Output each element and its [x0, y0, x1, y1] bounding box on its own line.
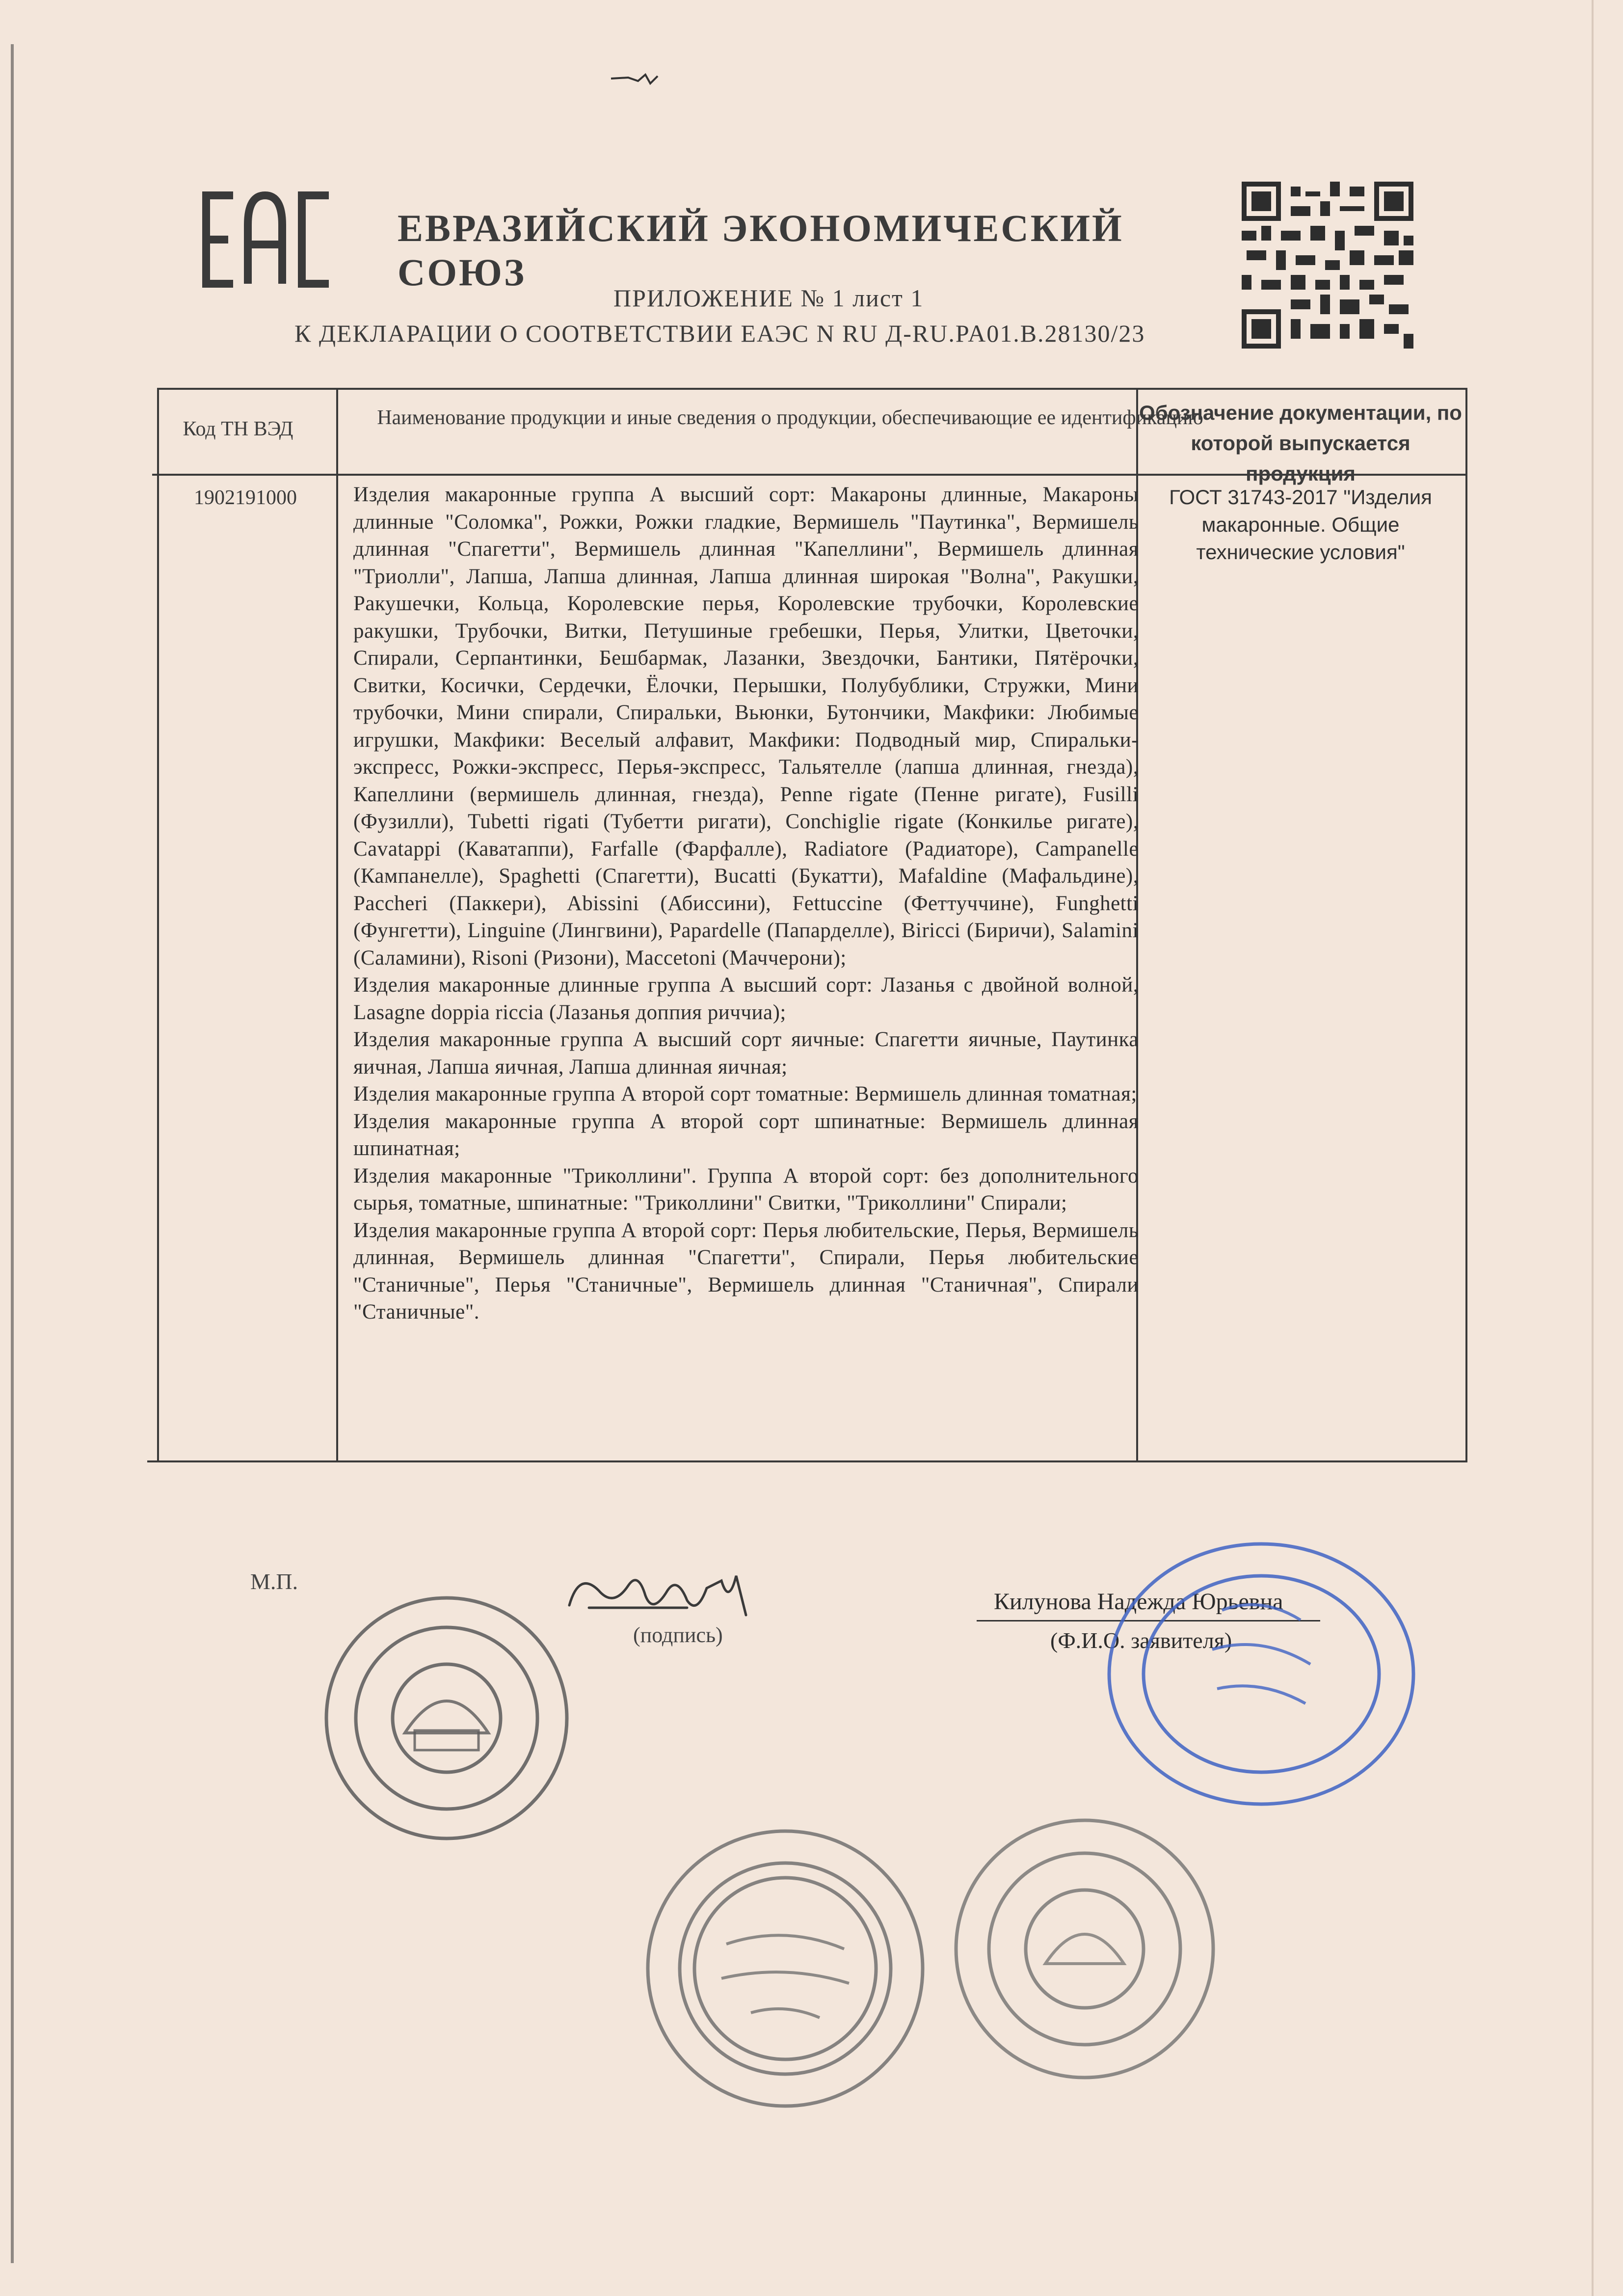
- union-title: ЕВРАЗИЙСКИЙ ЭКОНОМИЧЕСКИЙ СОЮЗ: [398, 207, 1124, 294]
- page-edge-mark: [11, 44, 19, 2263]
- table-border-right: [1465, 388, 1467, 1462]
- scribble-mark: [609, 69, 663, 88]
- description-paragraph: Изделия макаронные группа А второй сорт томатные: Вермишель длинная томатная;: [353, 1082, 1137, 1106]
- header-document: Обозначение документации, по которой выпускается продукция: [1139, 401, 1462, 485]
- ip-stamp-gray: [638, 1821, 932, 2116]
- description-paragraph: Изделия макаронные группа А второй сорт: Перья любительские, Перья, Вермишель длинная, Вермишель длинная "Спагетти", Спирали, Перья любительские "Станичные", Перья "Станичные", Вермишель длинная "Станичная", Спирали "Станичные".: [353, 1218, 1139, 1324]
- table-border-left: [157, 388, 159, 1462]
- header-name: Наименование продукции и иные сведения о продукции, обеспечивающие ее идентификацию: [377, 406, 1203, 429]
- makfa-stamp-top: [319, 1591, 574, 1846]
- description-paragraph: Изделия макаронные группа А высший сорт: Макароны длинные, Макароны длинные "Соломка", Рожки, Рожки гладкие, Вермишель "Паутинка", Вермишель длинная "Спагетти", Вермишель длинная "Капеллини", Вермишель длинная "Триолли", Лапша, Лапша длинная, Лапша длинная широкая "Волна", Ракушки, Ракушечки, Кольца, Королевские перья, Королевские трубочки, Королевские ракушки, Трубочки, Витки, Петушиные гребешки, Перья, Улитки, Цветочки, Спирали, Серпантинки, Бешбармак, Лазанки, Звездочки, Бантики, Пятёрочки, Свитки, Косички, Сердечки, Ёлочки, Перышки, Полубублики, Стружки, Мини трубочки, Мини спирали, Спиральки, Вьюнки, Бутончики, Макфики: Любимые игрушки, Макфики: Веселый алфавит, Макфики: Подводный мир, Спиральки-экспресс, Рожки-экспресс, Перья-экспресс, Тальятелле (лапша длинная, гнезда), Капеллини (вермишель длинная, гнезда), Penne rigate (Пенне ригате), Fusilli (Фузилли), Tubetti rigati (Тубетти ригати), Conchiglie rigate (Конкилье ригате), Cavatappi (Каватаппи), Farfalle (Фарфалле), Radiatore (Радиаторе), Campanelle (Кампанелле), Spaghetti (Спагетти), Bucatti (Букатти), Mafaldine (Мафальдине), Paccheri (Паккери), Abissini (Абиссини), Fettuccine (Феттуччине), Funghetti (Фунгетти), Linguine (Лингвини), Papardelle (Папарделле), Biricci (Биричи), Salamini (Саламини), Risoni (Ризони), Maccetoni (Маччерони);: [353, 483, 1139, 970]
- declaration-table: [147, 388, 1467, 1463]
- eac-logo: [196, 190, 339, 289]
- table-border-bottom: [147, 1460, 1467, 1462]
- header-code: Код ТН ВЭД: [183, 418, 293, 440]
- signer-caption: (Ф.И.О. заявителя): [1050, 1628, 1232, 1653]
- makfa-stamp-bottom: [947, 1811, 1222, 2086]
- cell-product-description: [353, 481, 1139, 1326]
- description-paragraph: Изделия макаронные "Триколлини". Группа А второй сорт: без дополнительного сырья, томатные, шпинатные: "Триколлини" Свитки, "Триколлини" Спирали;: [353, 1164, 1139, 1215]
- signature-caption: (подпись): [633, 1623, 723, 1647]
- table-border-top: [157, 388, 1467, 390]
- page-edge-shadow: [1592, 0, 1594, 2296]
- cell-tn-ved-code: 1902191000: [194, 486, 297, 509]
- description-paragraph: Изделия макаронные группа А высший сорт яичные: Спагетти яичные, Паутинка яичная, Лапша яичная, Лапша длинная яичная;: [353, 1028, 1139, 1079]
- cell-standard-document: ГОСТ 31743-2017 "Изделия макаронные. Общие технические условия": [1169, 486, 1432, 564]
- declaration-number: К ДЕКЛАРАЦИИ О СООТВЕТСТВИИ ЕАЭС N RU Д-RU.PA01.B.28130/23: [294, 320, 1145, 347]
- qr-code: [1242, 182, 1413, 349]
- description-paragraph: Изделия макаронные длинные группа А высший сорт: Лазанья с двойной волной, Lasagne doppia riccia (Лазанья доппия риччиа);: [353, 973, 1139, 1024]
- ip-stamp-blue: [1099, 1537, 1423, 1811]
- table-col-divider-1: [336, 388, 338, 1462]
- appendix-label: ПРИЛОЖЕНИЕ № 1 лист 1: [613, 284, 924, 312]
- handwritten-signature: [559, 1561, 766, 1630]
- stamp-place-label: М.П.: [250, 1569, 298, 1594]
- description-paragraph: Изделия макаронные группа А второй сорт шпинатные: Вермишель длинная шпинатная;: [353, 1109, 1139, 1160]
- signer-name: Килунова Надежда Юрьевна: [994, 1589, 1283, 1615]
